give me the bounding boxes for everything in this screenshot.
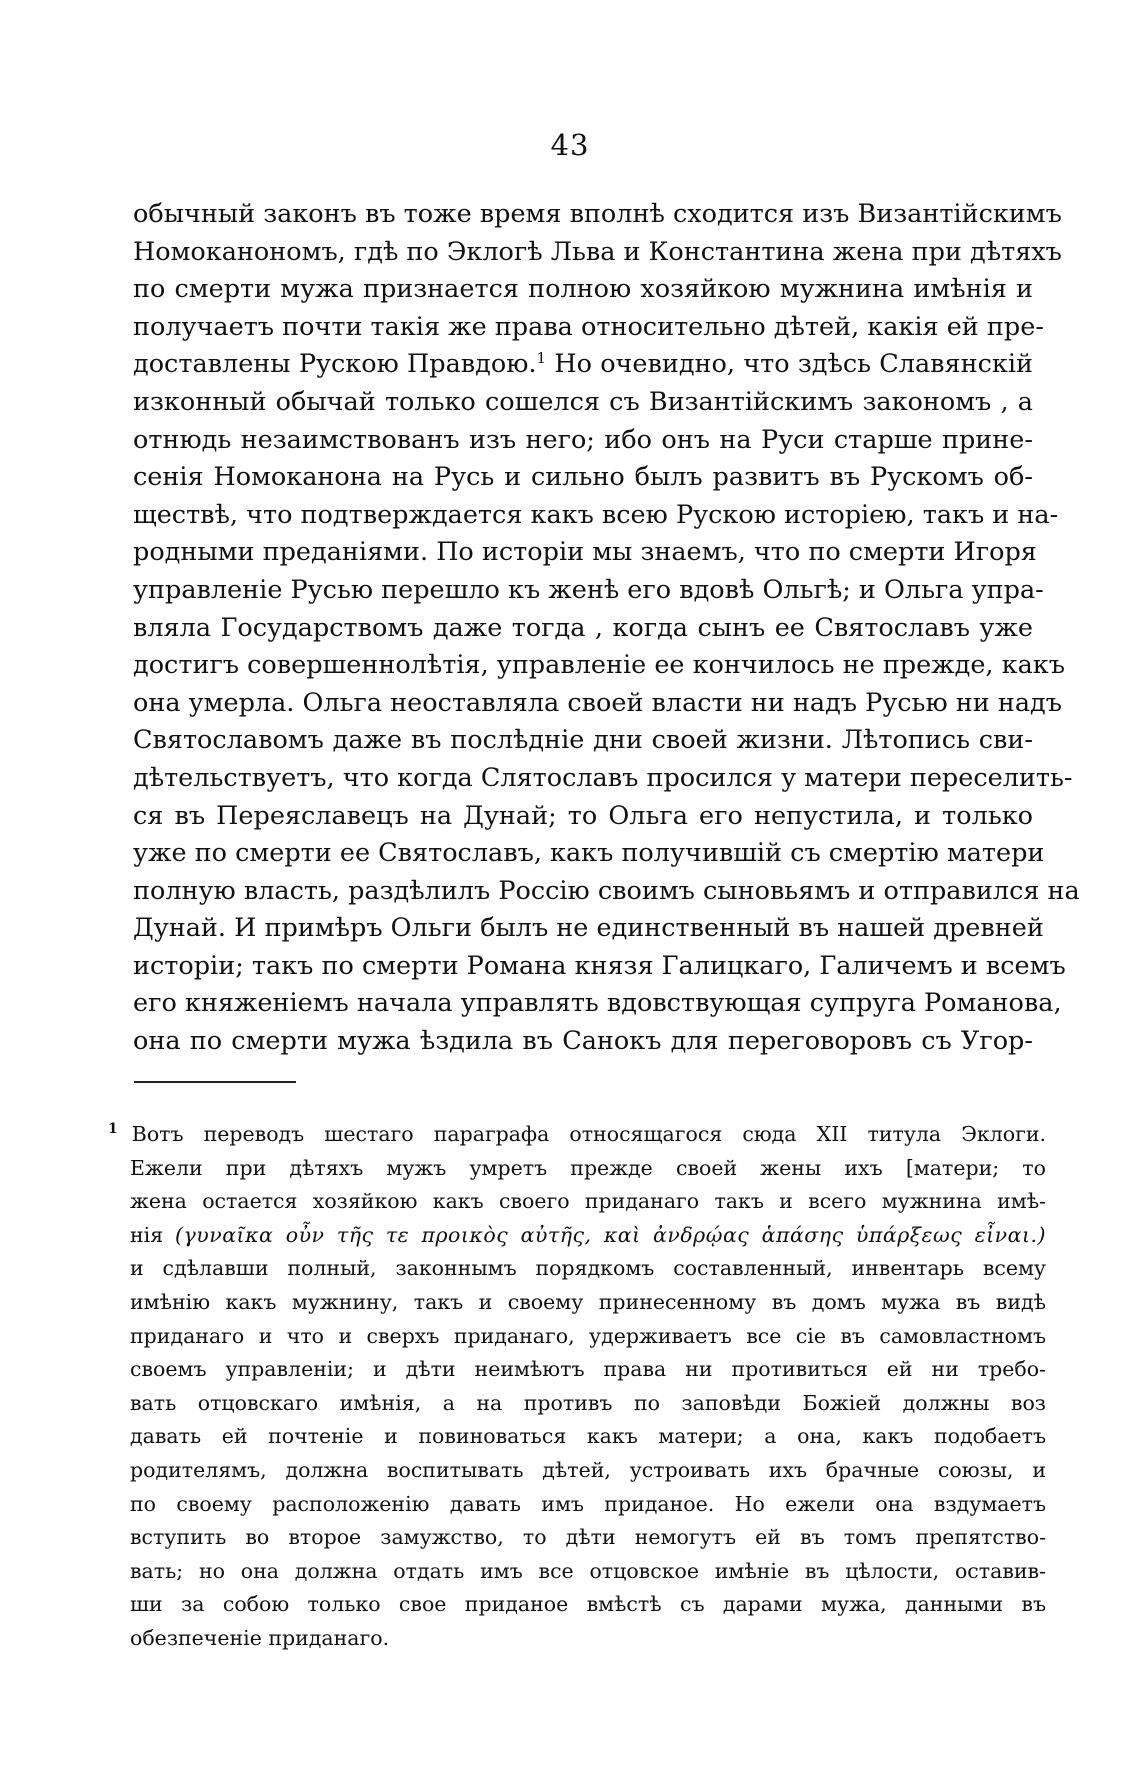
footnote-divider — [134, 1081, 296, 1083]
footnote-line-4-start: нія — [130, 1222, 164, 1247]
body-line-5-tail: Но очевидно, что здѣсь Славянскій — [554, 349, 1033, 380]
footnote-line-14: вать; но она должна отдать имъ все отцовское имѣніе въ цѣлости, оставив- — [130, 1558, 1046, 1583]
body-line-9: ществѣ, что подтверждается какъ всею Рускою исторіею, такъ и на- — [133, 499, 1059, 530]
footnote-line-10: давать ей почтеніе и повиноваться какъ матери; а она, какъ подобаетъ — [130, 1424, 1046, 1449]
body-text — [133, 196, 1080, 1061]
body-line-16: дѣтельствуетъ, что когда Слятославъ просился у матери переселить- — [133, 762, 1073, 793]
body-line-7: отнюдь незаимствованъ изъ него; ибо онъ на Руси старше принe- — [133, 424, 1033, 455]
footnote-line-1 — [108, 1118, 1046, 1152]
footnote-line-1-text: Вотъ переводъ шестаго параграфа относящагося сюда XII титула Эклоги. — [131, 1122, 1046, 1146]
footnote-line-2: Ежели при дѣтяхъ мужъ умретъ прежде своей жены ихъ [матери; то — [130, 1155, 1046, 1180]
footnote-reference: 1 — [536, 349, 547, 368]
body-line-14: она умерла. Ольга неоставляла своей власти ни надъ Русью ни надъ — [133, 687, 1062, 718]
body-line-6: изконный обычай только сошелся съ Византійскимъ закономъ , а — [133, 386, 1033, 417]
footnote-line-4 — [130, 1219, 1046, 1253]
body-line-13: достигъ совершеннолѣтія, управленіе ее кончилось не прежде, какъ — [133, 650, 1065, 681]
body-line-2: Номоканономъ, гдѣ по Эклогѣ Льва и Константина жена при дѣтяхъ — [133, 236, 1062, 267]
footnote-line-8: своемъ управленіи; и дѣти неимѣютъ права ни противиться ей ни требо- — [130, 1357, 1046, 1382]
footnote-line-5: и сдѣлавши полный, законнымъ порядкомъ составленный, инвентарь всему — [130, 1256, 1046, 1281]
footnote-line-15: ши за собою только свое приданое вмѣстѣ съ дарами мужа, данными въ — [130, 1592, 1046, 1617]
footnote — [108, 1118, 1046, 1656]
body-line-8: сенія Номоканона на Русь и сильно былъ развитъ въ Рускомъ об- — [133, 462, 1033, 493]
body-line-18: уже по смерти ее Святославъ, какъ получившій съ смертію матери — [133, 838, 1045, 869]
body-line-3: по смерти мужа признается полною хозяйкою мужнина имѣнія и — [133, 274, 1033, 305]
greek-quotation: (γυναῖκα οὖν τῆς τε προικὸς αὐτῆς, καὶ ἀνδρῴας ἁπάσης ὑπάρξεως εἶναι.) — [175, 1222, 1046, 1247]
footnote-line-12: по своему расположенію давать имъ приданое. Но ежели она вздумаетъ — [130, 1491, 1046, 1516]
body-line-22: его княженіемъ начала управлять вдовствующая супруга Романова, — [133, 988, 1062, 1019]
body-line-19: полную власть, раздѣлилъ Россію своимъ сыновьямъ и отправился на — [133, 875, 1080, 906]
body-line-20: Дунай. И примѣръ Ольги былъ не единственный въ нашей древней — [133, 913, 1044, 944]
body-line-17: ся въ Переяславецъ на Дунай; то Ольга его непустила, и только — [133, 800, 1033, 831]
body-line-11: управленіе Русью перешло къ женѣ его вдовѣ Ольгѣ; и Ольга упра- — [133, 574, 1044, 605]
page-number: 43 — [550, 128, 590, 162]
footnote-marker: 1 — [108, 1121, 118, 1137]
body-line-12: вляла Государствомъ даже тогда , когда сынъ ее Святославъ уже — [133, 612, 1033, 643]
body-line-4: получаетъ почти такія же права относительно дѣтей, какія ей пре- — [133, 311, 1044, 342]
footnote-line-11: родителямъ, должна воспитывать дѣтей, устроивать ихъ брачные союзы, и — [130, 1457, 1046, 1482]
body-line-21: исторіи; такъ по смерти Романа князя Галицкаго, Галичемъ и всемъ — [133, 950, 1066, 981]
body-line-10: родными преданіями. По исторіи мы знаемъ, что по смерти Игоря — [133, 537, 1037, 568]
body-line-1: обычный законъ въ тоже время вполнѣ сходится изъ Византійскимъ — [133, 199, 1062, 229]
body-line-15: Святославомъ даже въ послѣдніе дни своей жизни. Лѣтопись сви- — [133, 725, 1033, 756]
body-line-23: она по смерти мужа ѣздила въ Санокъ для переговоровъ съ Угор- — [133, 1026, 1033, 1057]
footnote-line-13: вступить во второе замужство, то дѣти немогутъ ей въ томъ препятство- — [130, 1525, 1046, 1550]
footnote-line-6: имѣнію какъ мужнину, такъ и своему принесенному въ домъ мужа въ видѣ — [130, 1289, 1046, 1314]
body-line-5-start: доставлены Рускою Правдою. — [133, 349, 537, 380]
footnote-line-9: вать отцовскаго имѣнія, а на противъ по заповѣди Божіей должны воз — [130, 1390, 1046, 1415]
footnote-line-7: приданаго и что и сверхъ приданаго, удерживаетъ все сіе въ самовластномъ — [130, 1323, 1046, 1348]
footnote-line-16: обезпеченіе приданаго. — [130, 1625, 390, 1650]
body-line-5 — [133, 346, 1033, 384]
footnote-line-3: жена остается хозяйкою какъ своего приданаго такъ и всего мужнина имѣ- — [130, 1189, 1046, 1214]
